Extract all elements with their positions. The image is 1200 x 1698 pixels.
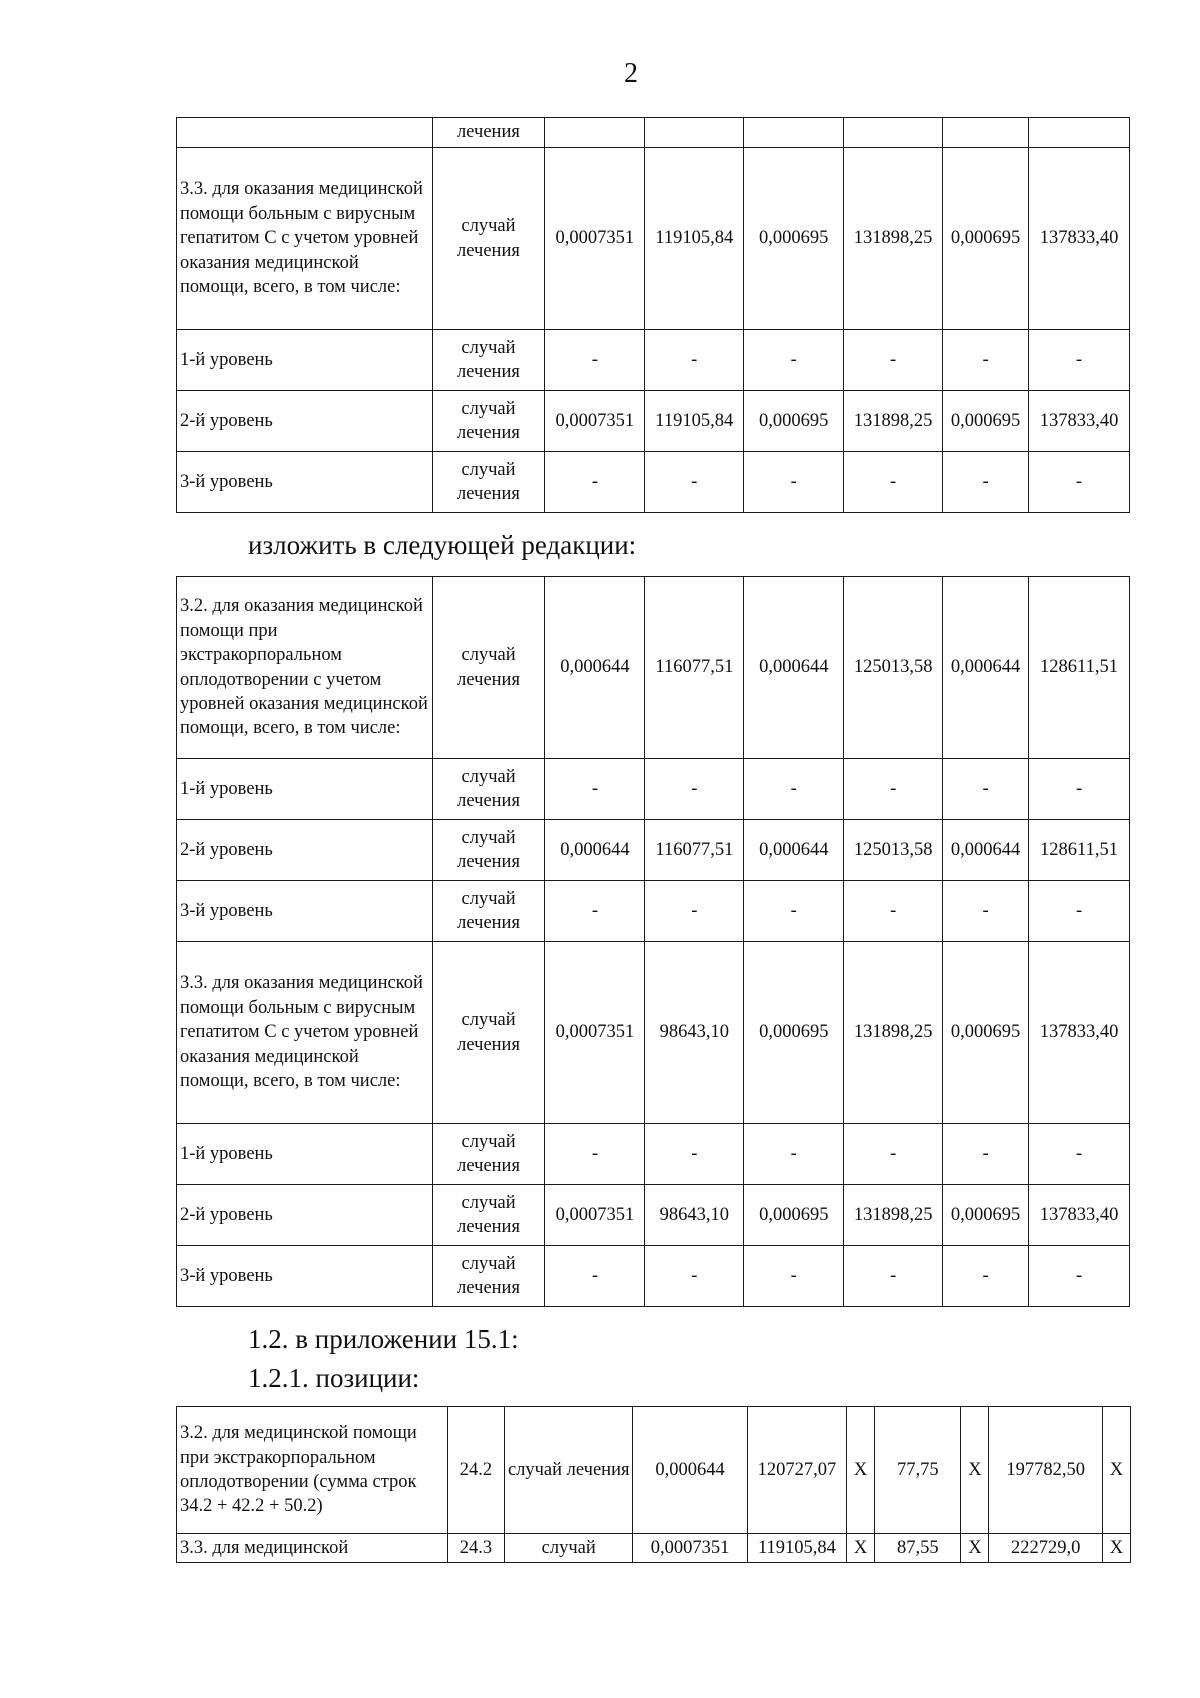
value-cell: 116077,51 [645,820,744,881]
tariff-table-new-text [176,576,1130,1307]
table-row [177,118,1130,148]
unit-cell: случай лечения [432,881,545,942]
value-cell: - [744,452,844,513]
value-cell: - [943,1246,1029,1307]
value-cell: - [645,759,744,820]
value-cell: - [844,1246,943,1307]
value-cell: 131898,25 [844,391,943,452]
value-cell: - [545,759,645,820]
value-cell: - [943,759,1029,820]
value-cell: 0,0007351 [545,391,645,452]
table-row [177,942,1130,1124]
value-cell: 0,000644 [633,1407,747,1534]
value-cell: - [645,1246,744,1307]
value-cell: - [1029,881,1130,942]
value-cell: - [645,330,744,391]
value-cell: 131898,25 [844,148,943,330]
value-cell: 0,000695 [744,148,844,330]
line-number-cell: 24.3 [447,1534,504,1563]
unit-cell: случай лечения [432,148,545,330]
value-cell [744,118,844,148]
table-row [177,577,1130,759]
value-cell: - [943,881,1029,942]
value-cell: 98643,10 [645,1185,744,1246]
value-cell [844,118,943,148]
value-cell: 0,0007351 [545,942,645,1124]
table-row [177,1407,1131,1534]
value-cell: Х [847,1407,875,1534]
value-cell: - [943,1124,1029,1185]
value-cell: 131898,25 [844,942,943,1124]
value-cell: - [645,452,744,513]
row-name: 3.2. для медицинской помощи при экстракорпоральном оплодотворении (сумма строк 34.2 + 42.2 + 50.2) [177,1407,448,1534]
value-cell: 197782,50 [989,1407,1102,1534]
value-cell: Х [1102,1407,1130,1534]
value-cell: 98643,10 [645,942,744,1124]
unit-cell: случай лечения [432,452,545,513]
subsection-heading: 1.2.1. позиции: [248,1363,420,1393]
table-row [177,1246,1130,1307]
unit-cell: случай лечения [432,1185,545,1246]
value-cell: 0,000695 [943,942,1029,1124]
table-row [177,881,1130,942]
table-row [177,452,1130,513]
value-cell: - [545,1124,645,1185]
value-cell: 137833,40 [1029,1185,1130,1246]
section-heading: 1.2. в приложении 15.1: [248,1324,519,1354]
line-number-cell: 24.2 [447,1407,504,1534]
value-cell: - [545,452,645,513]
value-cell: - [744,881,844,942]
row-name: 3.3. для оказания медицинской помощи больным с вирусным гепатитом С с учетом уровней оказания медицинской помощи, всего, в том числе: [177,148,433,330]
value-cell: 0,000695 [744,1185,844,1246]
value-cell: 128611,51 [1029,820,1130,881]
row-name: 2-й уровень [177,1185,433,1246]
appendix-15-1-table [176,1406,1131,1563]
unit-cell: случай лечения [432,330,545,391]
value-cell: Х [1102,1534,1130,1563]
row-name: 3.3. для оказания медицинской помощи больным с вирусным гепатитом С с учетом уровней оказания медицинской помощи, всего, в том числе: [177,942,433,1124]
table-row [177,1124,1130,1185]
value-cell: - [744,1246,844,1307]
value-cell: 0,0007351 [633,1534,747,1563]
row-name: 2-й уровень [177,391,433,452]
value-cell: - [1029,1246,1130,1307]
unit-cell: случай лечения [432,1124,545,1185]
value-cell: Х [961,1534,989,1563]
value-cell: 137833,40 [1029,148,1130,330]
value-cell: - [844,330,943,391]
value-cell: 0,000644 [744,820,844,881]
value-cell: 119105,84 [747,1534,846,1563]
value-cell: 0,0007351 [545,148,645,330]
value-cell: - [844,452,943,513]
value-cell: - [744,1124,844,1185]
row-name: 2-й уровень [177,820,433,881]
value-cell: - [545,330,645,391]
row-name: 1-й уровень [177,1124,433,1185]
row-name: 3-й уровень [177,1246,433,1307]
row-name: 3-й уровень [177,881,433,942]
table-row [177,391,1130,452]
value-cell [943,118,1029,148]
value-cell: - [645,881,744,942]
value-cell: - [1029,759,1130,820]
row-name: 3-й уровень [177,452,433,513]
value-cell: - [545,881,645,942]
value-cell: 119105,84 [645,148,744,330]
value-cell: 137833,40 [1029,391,1130,452]
value-cell: 131898,25 [844,1185,943,1246]
value-cell: 0,000644 [545,820,645,881]
value-cell: 116077,51 [645,577,744,759]
value-cell: 0,000695 [744,391,844,452]
table-row [177,148,1130,330]
value-cell: - [645,1124,744,1185]
value-cell: 0,0007351 [545,1185,645,1246]
value-cell: Х [961,1407,989,1534]
row-name: 1-й уровень [177,759,433,820]
value-cell [545,118,645,148]
value-cell: 125013,58 [844,820,943,881]
value-cell: - [844,1124,943,1185]
value-cell: - [1029,330,1130,391]
value-cell: 0,000644 [545,577,645,759]
value-cell [645,118,744,148]
table-row [177,1185,1130,1246]
value-cell: - [844,759,943,820]
value-cell: - [744,759,844,820]
value-cell: - [943,452,1029,513]
value-cell: 0,000644 [943,820,1029,881]
row-name [177,118,433,148]
unit-cell: случай [505,1534,633,1563]
unit-cell: случай лечения [432,942,545,1124]
unit-cell: случай лечения [432,759,545,820]
value-cell: - [943,330,1029,391]
unit-cell: случай лечения [505,1407,633,1534]
unit-cell: лечения [432,118,545,148]
value-cell: 0,000695 [943,148,1029,330]
value-cell: - [1029,1124,1130,1185]
tariff-table-current-text [176,117,1130,513]
row-name: 3.3. для медицинской [177,1534,448,1563]
unit-cell: случай лечения [432,391,545,452]
value-cell: 0,000644 [744,577,844,759]
value-cell: - [545,1246,645,1307]
page-number: 2 [624,58,638,89]
value-cell: 0,000695 [943,391,1029,452]
table-row [177,330,1130,391]
table-row [177,820,1130,881]
value-cell: 119105,84 [645,391,744,452]
value-cell: 120727,07 [747,1407,846,1534]
value-cell: 0,000695 [943,1185,1029,1246]
value-cell: 0,000644 [943,577,1029,759]
value-cell: 77,75 [875,1407,961,1534]
row-name: 3.2. для оказания медицинской помощи при экстракорпоральном оплодотворении с учетом уровней оказания медицинской помощи, всего, в том числе: [177,577,433,759]
amendment-instruction: изложить в следующей редакции: [248,530,637,560]
row-name: 1-й уровень [177,330,433,391]
table-row [177,759,1130,820]
value-cell: 125013,58 [844,577,943,759]
value-cell: 87,55 [875,1534,961,1563]
unit-cell: случай лечения [432,1246,545,1307]
value-cell: 137833,40 [1029,942,1130,1124]
unit-cell: случай лечения [432,820,545,881]
value-cell: - [1029,452,1130,513]
value-cell: 128611,51 [1029,577,1130,759]
table-row [177,1534,1131,1563]
value-cell [1029,118,1130,148]
value-cell: 0,000695 [744,942,844,1124]
value-cell: Х [847,1534,875,1563]
unit-cell: случай лечения [432,577,545,759]
value-cell: 222729,0 [989,1534,1102,1563]
value-cell: - [844,881,943,942]
value-cell: - [744,330,844,391]
